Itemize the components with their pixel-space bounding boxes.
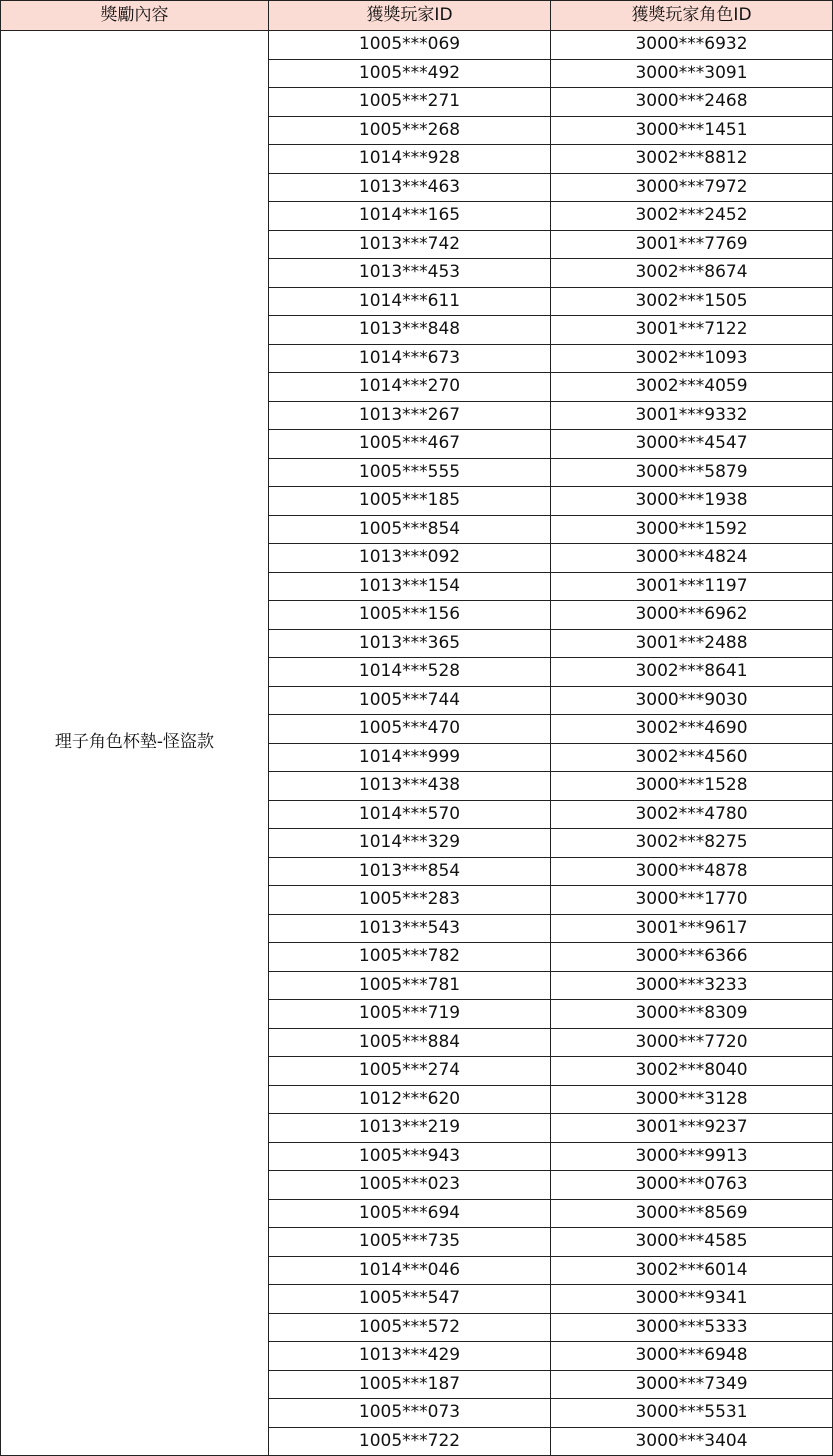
player-id-cell: 1013***854 bbox=[269, 857, 551, 886]
reward-cell: 理子角色杯墊-怪盜款 bbox=[1, 31, 269, 1456]
role-id-cell: 3000***7349 bbox=[551, 1370, 833, 1399]
role-id-cell: 3000***3091 bbox=[551, 59, 833, 88]
player-id-cell: 1014***270 bbox=[269, 373, 551, 402]
role-id-cell: 3002***4690 bbox=[551, 715, 833, 744]
table-row bbox=[1, 31, 833, 60]
player-id-cell: 1005***156 bbox=[269, 601, 551, 630]
role-id-cell: 3002***8812 bbox=[551, 145, 833, 174]
player-id-cell: 1013***453 bbox=[269, 259, 551, 288]
role-id-cell: 3001***1197 bbox=[551, 572, 833, 601]
player-id-cell: 1005***185 bbox=[269, 487, 551, 516]
player-id-cell: 1005***555 bbox=[269, 458, 551, 487]
role-id-cell: 3002***8275 bbox=[551, 829, 833, 858]
table-body bbox=[1, 31, 833, 1456]
role-id-cell: 3002***4059 bbox=[551, 373, 833, 402]
role-id-cell: 3001***7122 bbox=[551, 316, 833, 345]
player-id-cell: 1005***735 bbox=[269, 1228, 551, 1257]
role-id-cell: 3000***4878 bbox=[551, 857, 833, 886]
player-id-cell: 1013***543 bbox=[269, 914, 551, 943]
header-role-id: 獲獎玩家角色ID bbox=[551, 1, 833, 31]
player-id-cell: 1005***572 bbox=[269, 1313, 551, 1342]
player-id-cell: 1005***884 bbox=[269, 1028, 551, 1057]
player-id-cell: 1005***782 bbox=[269, 943, 551, 972]
player-id-cell: 1005***467 bbox=[269, 430, 551, 459]
player-id-cell: 1005***268 bbox=[269, 116, 551, 145]
header-player-id: 獲獎玩家ID bbox=[269, 1, 551, 31]
player-id-cell: 1014***673 bbox=[269, 344, 551, 373]
table-header bbox=[1, 1, 833, 31]
player-id-cell: 1013***154 bbox=[269, 572, 551, 601]
role-id-cell: 3002***1093 bbox=[551, 344, 833, 373]
role-id-cell: 3000***4585 bbox=[551, 1228, 833, 1257]
player-id-cell: 1005***023 bbox=[269, 1171, 551, 1200]
player-id-cell: 1013***092 bbox=[269, 544, 551, 573]
player-id-cell: 1013***429 bbox=[269, 1342, 551, 1371]
player-id-cell: 1005***547 bbox=[269, 1285, 551, 1314]
player-id-cell: 1013***267 bbox=[269, 401, 551, 430]
player-id-cell: 1005***187 bbox=[269, 1370, 551, 1399]
role-id-cell: 3002***6014 bbox=[551, 1256, 833, 1285]
role-id-cell: 3002***8040 bbox=[551, 1057, 833, 1086]
role-id-cell: 3000***1528 bbox=[551, 772, 833, 801]
role-id-cell: 3000***4547 bbox=[551, 430, 833, 459]
player-id-cell: 1005***069 bbox=[269, 31, 551, 60]
player-id-cell: 1005***492 bbox=[269, 59, 551, 88]
role-id-cell: 3002***2452 bbox=[551, 202, 833, 231]
role-id-cell: 3001***2488 bbox=[551, 629, 833, 658]
player-id-cell: 1005***943 bbox=[269, 1142, 551, 1171]
role-id-cell: 3000***1592 bbox=[551, 515, 833, 544]
player-id-cell: 1014***611 bbox=[269, 287, 551, 316]
role-id-cell: 3001***9617 bbox=[551, 914, 833, 943]
player-id-cell: 1005***271 bbox=[269, 88, 551, 117]
player-id-cell: 1014***528 bbox=[269, 658, 551, 687]
role-id-cell: 3001***9332 bbox=[551, 401, 833, 430]
role-id-cell: 3000***8569 bbox=[551, 1199, 833, 1228]
role-id-cell: 3000***3404 bbox=[551, 1427, 833, 1456]
role-id-cell: 3000***7720 bbox=[551, 1028, 833, 1057]
player-id-cell: 1013***848 bbox=[269, 316, 551, 345]
player-id-cell: 1005***274 bbox=[269, 1057, 551, 1086]
role-id-cell: 3002***8641 bbox=[551, 658, 833, 687]
player-id-cell: 1005***781 bbox=[269, 971, 551, 1000]
player-id-cell: 1014***329 bbox=[269, 829, 551, 858]
player-id-cell: 1013***438 bbox=[269, 772, 551, 801]
player-id-cell: 1005***854 bbox=[269, 515, 551, 544]
role-id-cell: 3002***4780 bbox=[551, 800, 833, 829]
role-id-cell: 3000***2468 bbox=[551, 88, 833, 117]
role-id-cell: 3001***9237 bbox=[551, 1114, 833, 1143]
role-id-cell: 3000***6932 bbox=[551, 31, 833, 60]
role-id-cell: 3000***9341 bbox=[551, 1285, 833, 1314]
role-id-cell: 3000***3128 bbox=[551, 1085, 833, 1114]
player-id-cell: 1013***742 bbox=[269, 230, 551, 259]
player-id-cell: 1005***719 bbox=[269, 1000, 551, 1029]
role-id-cell: 3000***0763 bbox=[551, 1171, 833, 1200]
role-id-cell: 3000***9913 bbox=[551, 1142, 833, 1171]
role-id-cell: 3000***6366 bbox=[551, 943, 833, 972]
role-id-cell: 3000***5531 bbox=[551, 1399, 833, 1428]
player-id-cell: 1014***928 bbox=[269, 145, 551, 174]
player-id-cell: 1005***722 bbox=[269, 1427, 551, 1456]
player-id-cell: 1014***999 bbox=[269, 743, 551, 772]
role-id-cell: 3000***6948 bbox=[551, 1342, 833, 1371]
player-id-cell: 1013***463 bbox=[269, 173, 551, 202]
role-id-cell: 3000***6962 bbox=[551, 601, 833, 630]
role-id-cell: 3002***4560 bbox=[551, 743, 833, 772]
role-id-cell: 3002***8674 bbox=[551, 259, 833, 288]
role-id-cell: 3000***1770 bbox=[551, 886, 833, 915]
role-id-cell: 3000***1938 bbox=[551, 487, 833, 516]
role-id-cell: 3001***7769 bbox=[551, 230, 833, 259]
player-id-cell: 1005***694 bbox=[269, 1199, 551, 1228]
player-id-cell: 1005***073 bbox=[269, 1399, 551, 1428]
header-reward: 獎勵內容 bbox=[1, 1, 269, 31]
role-id-cell: 3000***3233 bbox=[551, 971, 833, 1000]
role-id-cell: 3000***5879 bbox=[551, 458, 833, 487]
player-id-cell: 1005***470 bbox=[269, 715, 551, 744]
role-id-cell: 3000***5333 bbox=[551, 1313, 833, 1342]
player-id-cell: 1013***219 bbox=[269, 1114, 551, 1143]
role-id-cell: 3000***1451 bbox=[551, 116, 833, 145]
player-id-cell: 1005***744 bbox=[269, 686, 551, 715]
player-id-cell: 1014***046 bbox=[269, 1256, 551, 1285]
role-id-cell: 3000***7972 bbox=[551, 173, 833, 202]
header-row bbox=[1, 1, 833, 31]
player-id-cell: 1005***283 bbox=[269, 886, 551, 915]
role-id-cell: 3000***9030 bbox=[551, 686, 833, 715]
role-id-cell: 3000***8309 bbox=[551, 1000, 833, 1029]
role-id-cell: 3000***4824 bbox=[551, 544, 833, 573]
player-id-cell: 1014***570 bbox=[269, 800, 551, 829]
player-id-cell: 1012***620 bbox=[269, 1085, 551, 1114]
player-id-cell: 1013***365 bbox=[269, 629, 551, 658]
role-id-cell: 3002***1505 bbox=[551, 287, 833, 316]
player-id-cell: 1014***165 bbox=[269, 202, 551, 231]
